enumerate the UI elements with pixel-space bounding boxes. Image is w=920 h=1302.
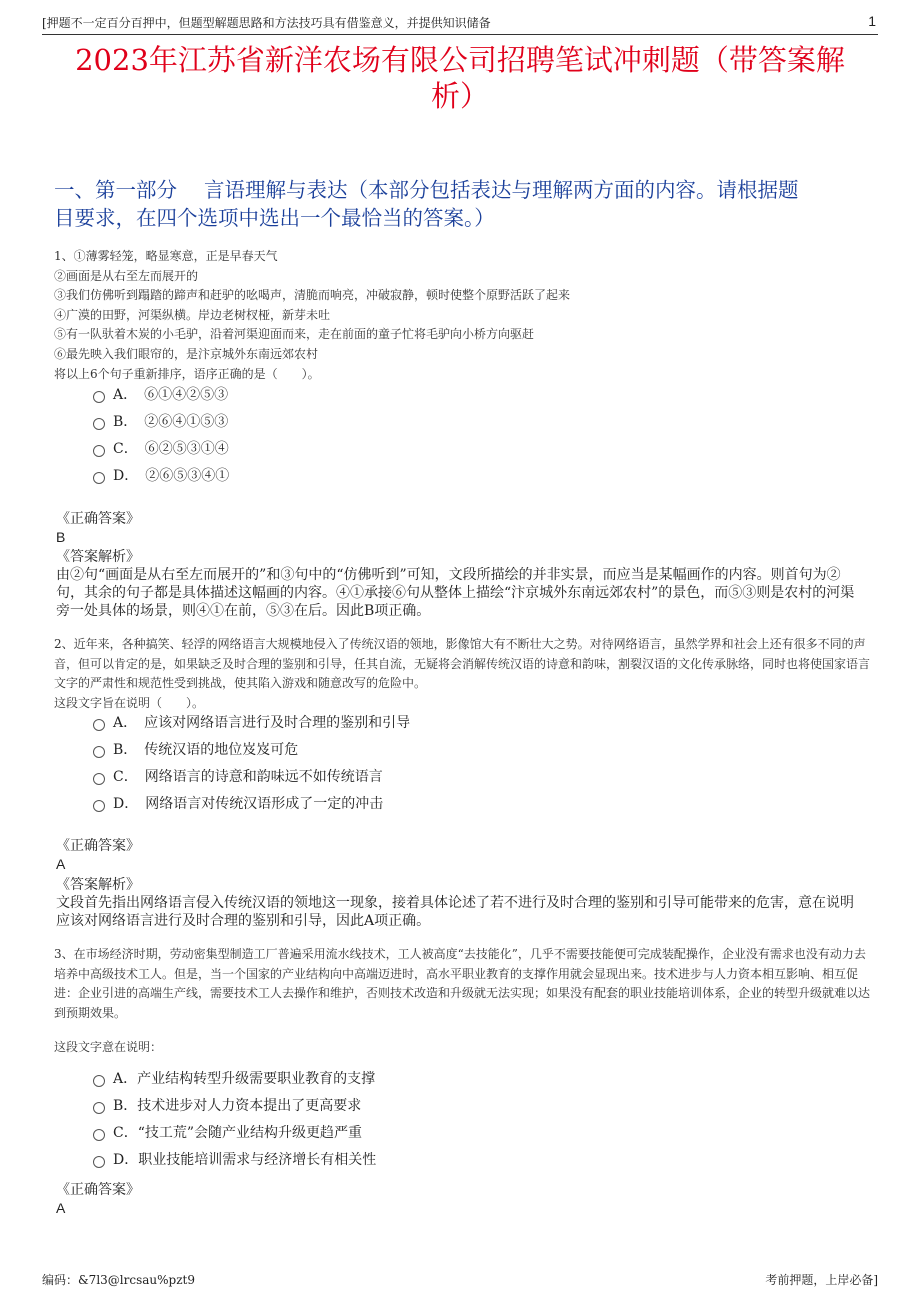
- analysis-label: 《答案解析》: [56, 877, 140, 893]
- radio-icon[interactable]: [93, 800, 105, 812]
- q1-option-a[interactable]: A． ⑥①④②⑤③: [93, 382, 229, 409]
- page-number: 1: [868, 13, 876, 29]
- q3-option-d[interactable]: D．职业技能培训需求与经济增长有相关性: [93, 1147, 376, 1174]
- q3-answer: [56, 1181, 140, 1217]
- question-3-prompt: [54, 1038, 870, 1058]
- radio-icon[interactable]: [93, 472, 105, 484]
- answer-label: 《正确答案》: [56, 838, 140, 854]
- radio-icon[interactable]: [93, 1102, 105, 1114]
- q1-analysis: [56, 548, 866, 620]
- question-1-stem: [54, 247, 870, 384]
- radio-icon[interactable]: [93, 1156, 105, 1168]
- section-line-2: 目要求，在四个选项中选出一个最恰当的答案。）: [54, 206, 495, 230]
- q1-line: ⑤有一队驮着木炭的小毛驴，沿着河渠迎面而来，走在前面的童子忙将毛驴向小桥方向驱赶: [54, 327, 535, 342]
- radio-icon[interactable]: [93, 746, 105, 758]
- q2-answer: [56, 837, 140, 873]
- radio-icon[interactable]: [93, 1075, 105, 1087]
- radio-icon[interactable]: [93, 445, 105, 457]
- radio-icon[interactable]: [93, 773, 105, 785]
- q3-options: [93, 1066, 376, 1174]
- q3-prompt: 这段文字意在说明：: [54, 1040, 163, 1054]
- q2-line: 2、近年来，各种搞笑、轻浮的网络语言大规模地侵入了传统汉语的领地，影像馆大有不断壮大之势。对待网络语言，虽然学界和社会上还有很多不同的声音，但可以肯定的是，如果缺乏及时合理的鉴别和引导，任其自流，无疑将会消解传统汉语的诗意和韵味，割裂汉语的文化传承脉络，同时也将使国家语言文字的严肃性和规范性受到挑战，使其陷入游戏和随意改写的危险中。: [54, 637, 871, 691]
- q1-answer: [56, 510, 140, 546]
- q3-line: 3、在市场经济时期，劳动密集型制造工厂普遍采用流水线技术，工人被高度“去技能化”，几乎不需要技能便可完成装配操作，企业没有需求也没有动力去培养中高级技术工人。但是，当一个国家的产业结构向中高端迈进时，高水平职业教育的支撑作用就会显现出来。技术进步与人力资本相互影响、相互促进：企业引进的高端生产线，需要技术工人去操作和维护，否则技术改造和升级就无法实现；如果没有配套的职业技能培训体系，企业的转型升级就难以达到预期效果。: [54, 947, 871, 1020]
- analysis-text: 文段首先指出网络语言侵入传统汉语的领地这一现象，接着具体论述了若不进行及时合理的鉴别和引导可能带来的危害，意在说明应该对网络语言进行及时合理的鉴别和引导，因此A项正确。: [56, 895, 854, 929]
- q1-option-b[interactable]: B． ②⑥④①⑤③: [93, 409, 229, 436]
- document-title: [40, 42, 880, 114]
- q1-line: ③我们仿佛听到蹋踏的蹄声和赶驴的吆喝声，清脆而响亮，冲破寂静，顿时使整个原野活跃了起来: [54, 288, 571, 303]
- q1-line: ④广漠的田野，河渠纵横。岸边老树杈桠，新芽未吐: [54, 307, 331, 322]
- q2-option-b[interactable]: B． 传统汉语的地位岌岌可危: [93, 737, 410, 764]
- q1-line: 将以上6个句子重新排序，语序正确的是（ ）。: [54, 366, 320, 381]
- header-disclaimer: [押题不一定百分百押中，但题型解题思路和方法技巧具有借鉴意义，并提供知识储备: [42, 16, 491, 30]
- q3-option-c[interactable]: C．“技工荒”会随产业结构升级更趋严重: [93, 1120, 376, 1147]
- footer-slogan: 考前押题，上岸必备]: [765, 1273, 878, 1287]
- section-line-1: 一、第一部分 言语理解与表达（本部分包括表达与理解两方面的内容。请根据题: [54, 178, 799, 202]
- footer-code: 编码：&7l3@lrcsau%pzt9: [42, 1273, 195, 1287]
- q1-line: ⑥最先映入我们眼帘的，是汴京城外东南远郊农村: [54, 346, 319, 361]
- q3-option-b[interactable]: B．技术进步对人力资本提出了更高要求: [93, 1093, 376, 1120]
- answer-label: 《正确答案》: [56, 1182, 140, 1198]
- q1-option-d[interactable]: D． ②⑥⑤③④①: [93, 463, 229, 490]
- q1-option-c[interactable]: C． ⑥②⑤③①④: [93, 436, 229, 463]
- q1-line: 1、①薄雾轻笼，略显寒意，正是早春天气: [54, 249, 278, 263]
- q1-line: ②画面是从右至左而展开的: [54, 268, 199, 283]
- title-line-1: 2023年江苏省新洋农场有限公司招聘笔试冲刺题（带答案解: [75, 43, 845, 77]
- radio-icon[interactable]: [93, 391, 105, 403]
- question-2-stem: [54, 635, 870, 713]
- answer-value: A: [56, 856, 66, 872]
- section-heading: [54, 176, 864, 232]
- analysis-text: 由②句“画面是从右至左而展开的”和③句中的“仿佛听到”可知，文段所描绘的并非实景，而应当是某幅画作的内容。则首句为②句，其余的句子都是具体描述这幅画的内容。④①承接⑥句从整体上描绘“汴京城外东南远郊农村”的景色，而⑤③则是农村的河渠旁一处具体的场景，则④①在前，⑤③在后。因此B项正确。: [56, 567, 855, 619]
- radio-icon[interactable]: [93, 1129, 105, 1141]
- question-3-stem: [54, 945, 870, 1023]
- q2-option-d[interactable]: D． 网络语言对传统汉语形成了一定的冲击: [93, 791, 410, 818]
- answer-value: B: [56, 529, 66, 545]
- page-header: [42, 14, 878, 35]
- q1-options: [93, 382, 229, 490]
- answer-label: 《正确答案》: [56, 511, 140, 527]
- q2-options: [93, 710, 410, 818]
- q3-option-a[interactable]: A．产业结构转型升级需要职业教育的支撑: [93, 1066, 376, 1093]
- q2-option-a[interactable]: A． 应该对网络语言进行及时合理的鉴别和引导: [93, 710, 410, 737]
- q2-line: 这段文字旨在说明（ ）。: [54, 695, 205, 710]
- q2-option-c[interactable]: C． 网络语言的诗意和韵味远不如传统语言: [93, 764, 410, 791]
- radio-icon[interactable]: [93, 418, 105, 430]
- q2-analysis: [56, 876, 866, 930]
- title-line-2: 析）: [430, 79, 489, 113]
- radio-icon[interactable]: [93, 719, 105, 731]
- analysis-label: 《答案解析》: [56, 549, 140, 565]
- answer-value: A: [56, 1200, 66, 1216]
